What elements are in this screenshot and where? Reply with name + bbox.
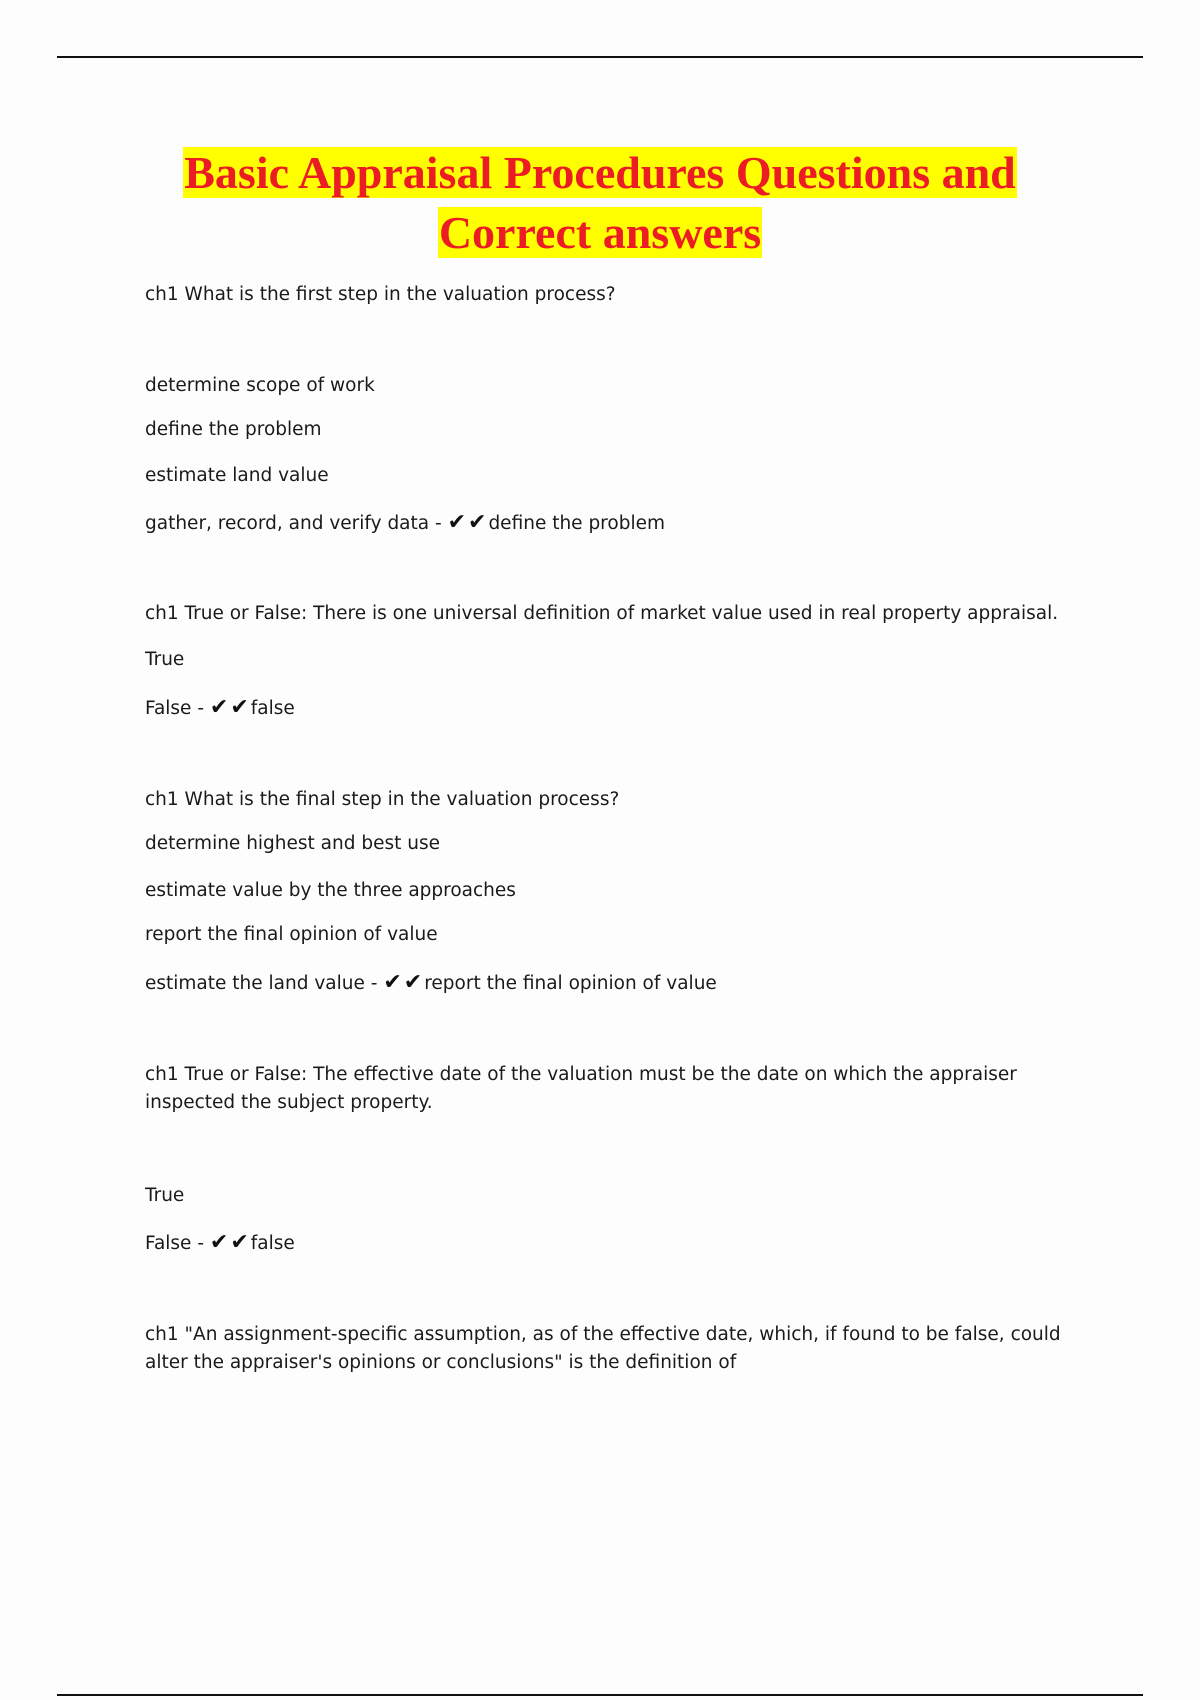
document-title	[0, 143, 1200, 263]
q1-option-4: gather, record, and verify data -	[145, 513, 448, 534]
q1-answer: define the problem	[488, 513, 665, 534]
check-mark-icon: ✔✔	[209, 695, 251, 720]
q3-option-3: report the final opinion of value	[145, 924, 438, 945]
question-4: ch1 True or False: The effective date of the valuation must be the date on which the appraiser inspected the subject property.	[145, 1064, 1017, 1113]
question-2: ch1 True or False: There is one universal definition of market value used in real property appraisal.	[145, 603, 1059, 624]
q3-option-1: determine highest and best use	[145, 833, 441, 854]
q4-option-2: False -	[145, 1233, 210, 1254]
q1-answer-line	[145, 509, 665, 538]
q2-answer: false	[250, 698, 295, 719]
question-5: ch1 "An assignment-specific assumption, as of the effective date, which, if found to be false, could alter the appraiser's opinions or conclusions" is the definition of	[145, 1324, 1061, 1373]
question-1: ch1 What is the first step in the valuation process?	[145, 284, 616, 305]
title-line-2: Correct answers	[438, 207, 762, 258]
q3-answer-line	[145, 969, 717, 998]
check-mark-icon: ✔✔	[447, 510, 489, 535]
q4-answer-line	[145, 1229, 295, 1258]
q2-answer-line	[145, 694, 295, 723]
title-line-1: Basic Appraisal Procedures Questions and	[184, 147, 1016, 198]
q1-option-3: estimate land value	[145, 465, 329, 486]
check-mark-icon: ✔✔	[209, 1230, 251, 1255]
q1-option-1: determine scope of work	[145, 375, 375, 396]
q2-option-2: False -	[145, 698, 210, 719]
q3-option-4: estimate the land value -	[145, 973, 384, 994]
q4-answer: false	[250, 1233, 295, 1254]
question-3: ch1 What is the final step in the valuation process?	[145, 789, 620, 810]
q4-option-1: True	[145, 1185, 185, 1206]
q1-option-2: define the problem	[145, 419, 322, 440]
top-rule	[57, 56, 1143, 58]
q3-answer: report the final opinion of value	[424, 973, 717, 994]
q2-option-1: True	[145, 649, 185, 670]
q3-option-2: estimate value by the three approaches	[145, 880, 516, 901]
bottom-rule	[57, 1694, 1143, 1696]
check-mark-icon: ✔✔	[383, 970, 425, 995]
